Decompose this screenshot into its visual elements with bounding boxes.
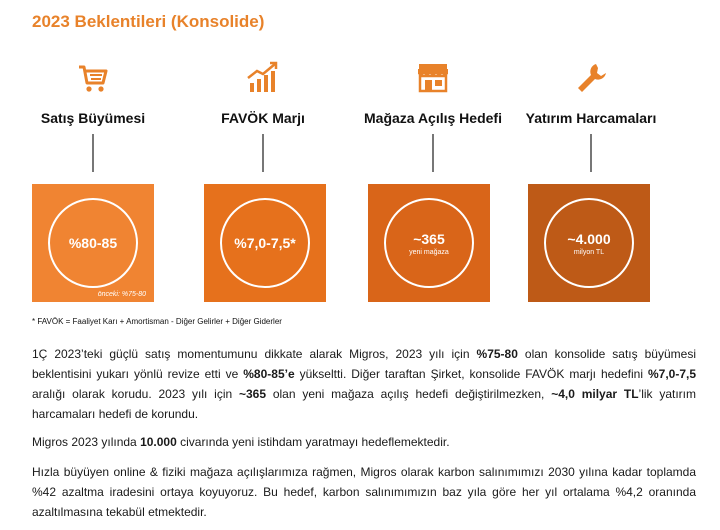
connector-line [262, 134, 264, 172]
bold-text: %75-80 [476, 347, 518, 361]
bold-text: 10.000 [140, 435, 177, 449]
card-label: Satış Büyümesi [40, 110, 146, 126]
sales-growth-box [32, 184, 154, 302]
card-value: %7,0-7,5* [234, 235, 296, 251]
footnote: * FAVÖK = Faaliyet Karı + Amortisman - Diğer Gelirler + Diğer Giderler [32, 317, 282, 326]
text: yükseltti. Diğer taraftan Şirket, konsolide FAVÖK marjı hedefini [294, 367, 648, 381]
paragraph-guidance [32, 344, 696, 424]
paragraph-employment [32, 432, 696, 452]
storefront-icon [358, 58, 508, 98]
card-unit: yeni mağaza [409, 248, 449, 256]
wrench-icon [516, 58, 666, 98]
text: civarında yeni istihdam yaratmayı hedeflemektedir. [176, 435, 450, 449]
text: ’lik yatırım harcamaları hedefi de korundu. [32, 387, 697, 421]
card-store-openings [358, 58, 508, 172]
connector-line [590, 134, 592, 172]
shopping-cart-icon [18, 58, 168, 98]
bold-text: %7,0-7,5 [647, 367, 696, 381]
bold-text: ~365 [238, 387, 267, 401]
card-value: ~365 [413, 230, 445, 247]
value-circle [384, 198, 474, 288]
card-label: FAVÖK Marjı [221, 110, 305, 126]
value-circle [544, 198, 634, 288]
text: olan konsolide satış büyümesi beklentisini yukarı yönlü revize etti ve [32, 347, 696, 381]
text: 1Ç 2023’teki güçlü satış momentumunu dikkate alarak Migros, 2023 yılı için [32, 347, 477, 361]
card-sales-growth [18, 58, 168, 172]
text: aralığı olarak korudu. 2023 yılı için [32, 387, 239, 401]
previous-note: önceki: %75-80 [97, 291, 146, 298]
value-circle [48, 198, 138, 288]
text: olan yeni mağaza açılış hedefi değiştirilmezken, [266, 387, 552, 401]
card-label: Mağaza Açılış Hedefi [364, 110, 502, 126]
page-title: 2023 Beklentileri (Konsolide) [32, 12, 265, 31]
card-unit: milyon TL [573, 248, 605, 256]
connector-line [432, 134, 434, 172]
paragraph-carbon [32, 462, 696, 522]
bold-text: %80-85’e [243, 367, 295, 381]
text: Migros 2023 yılında [32, 435, 141, 449]
value-circle [220, 198, 310, 288]
text: Hızla büyüyen online & fiziki mağaza açılışlarımıza rağmen, Migros olarak karbon salınımımızı 2030 yılına kadar toplamda %42 azaltma iradesini ortaya koyuyoruz. Bu hedef, karbon salınımımızın baz yıla göre her yıl ortalama %4,2 oranında azaltılmasına tekabül etmektedir. [32, 465, 696, 519]
capex-box [528, 184, 650, 302]
ebitda-margin-box [204, 184, 326, 302]
card-ebitda-margin [188, 58, 338, 172]
card-capex [516, 58, 666, 172]
card-value: ~4.000 [567, 230, 611, 247]
card-label: Yatırım Harcamaları [525, 110, 657, 126]
bold-text: ~4,0 milyar TL [551, 387, 639, 401]
rising-chart-icon [188, 58, 338, 98]
card-value: %80-85 [68, 235, 118, 251]
connector-line [92, 134, 94, 172]
store-openings-box [368, 184, 490, 302]
